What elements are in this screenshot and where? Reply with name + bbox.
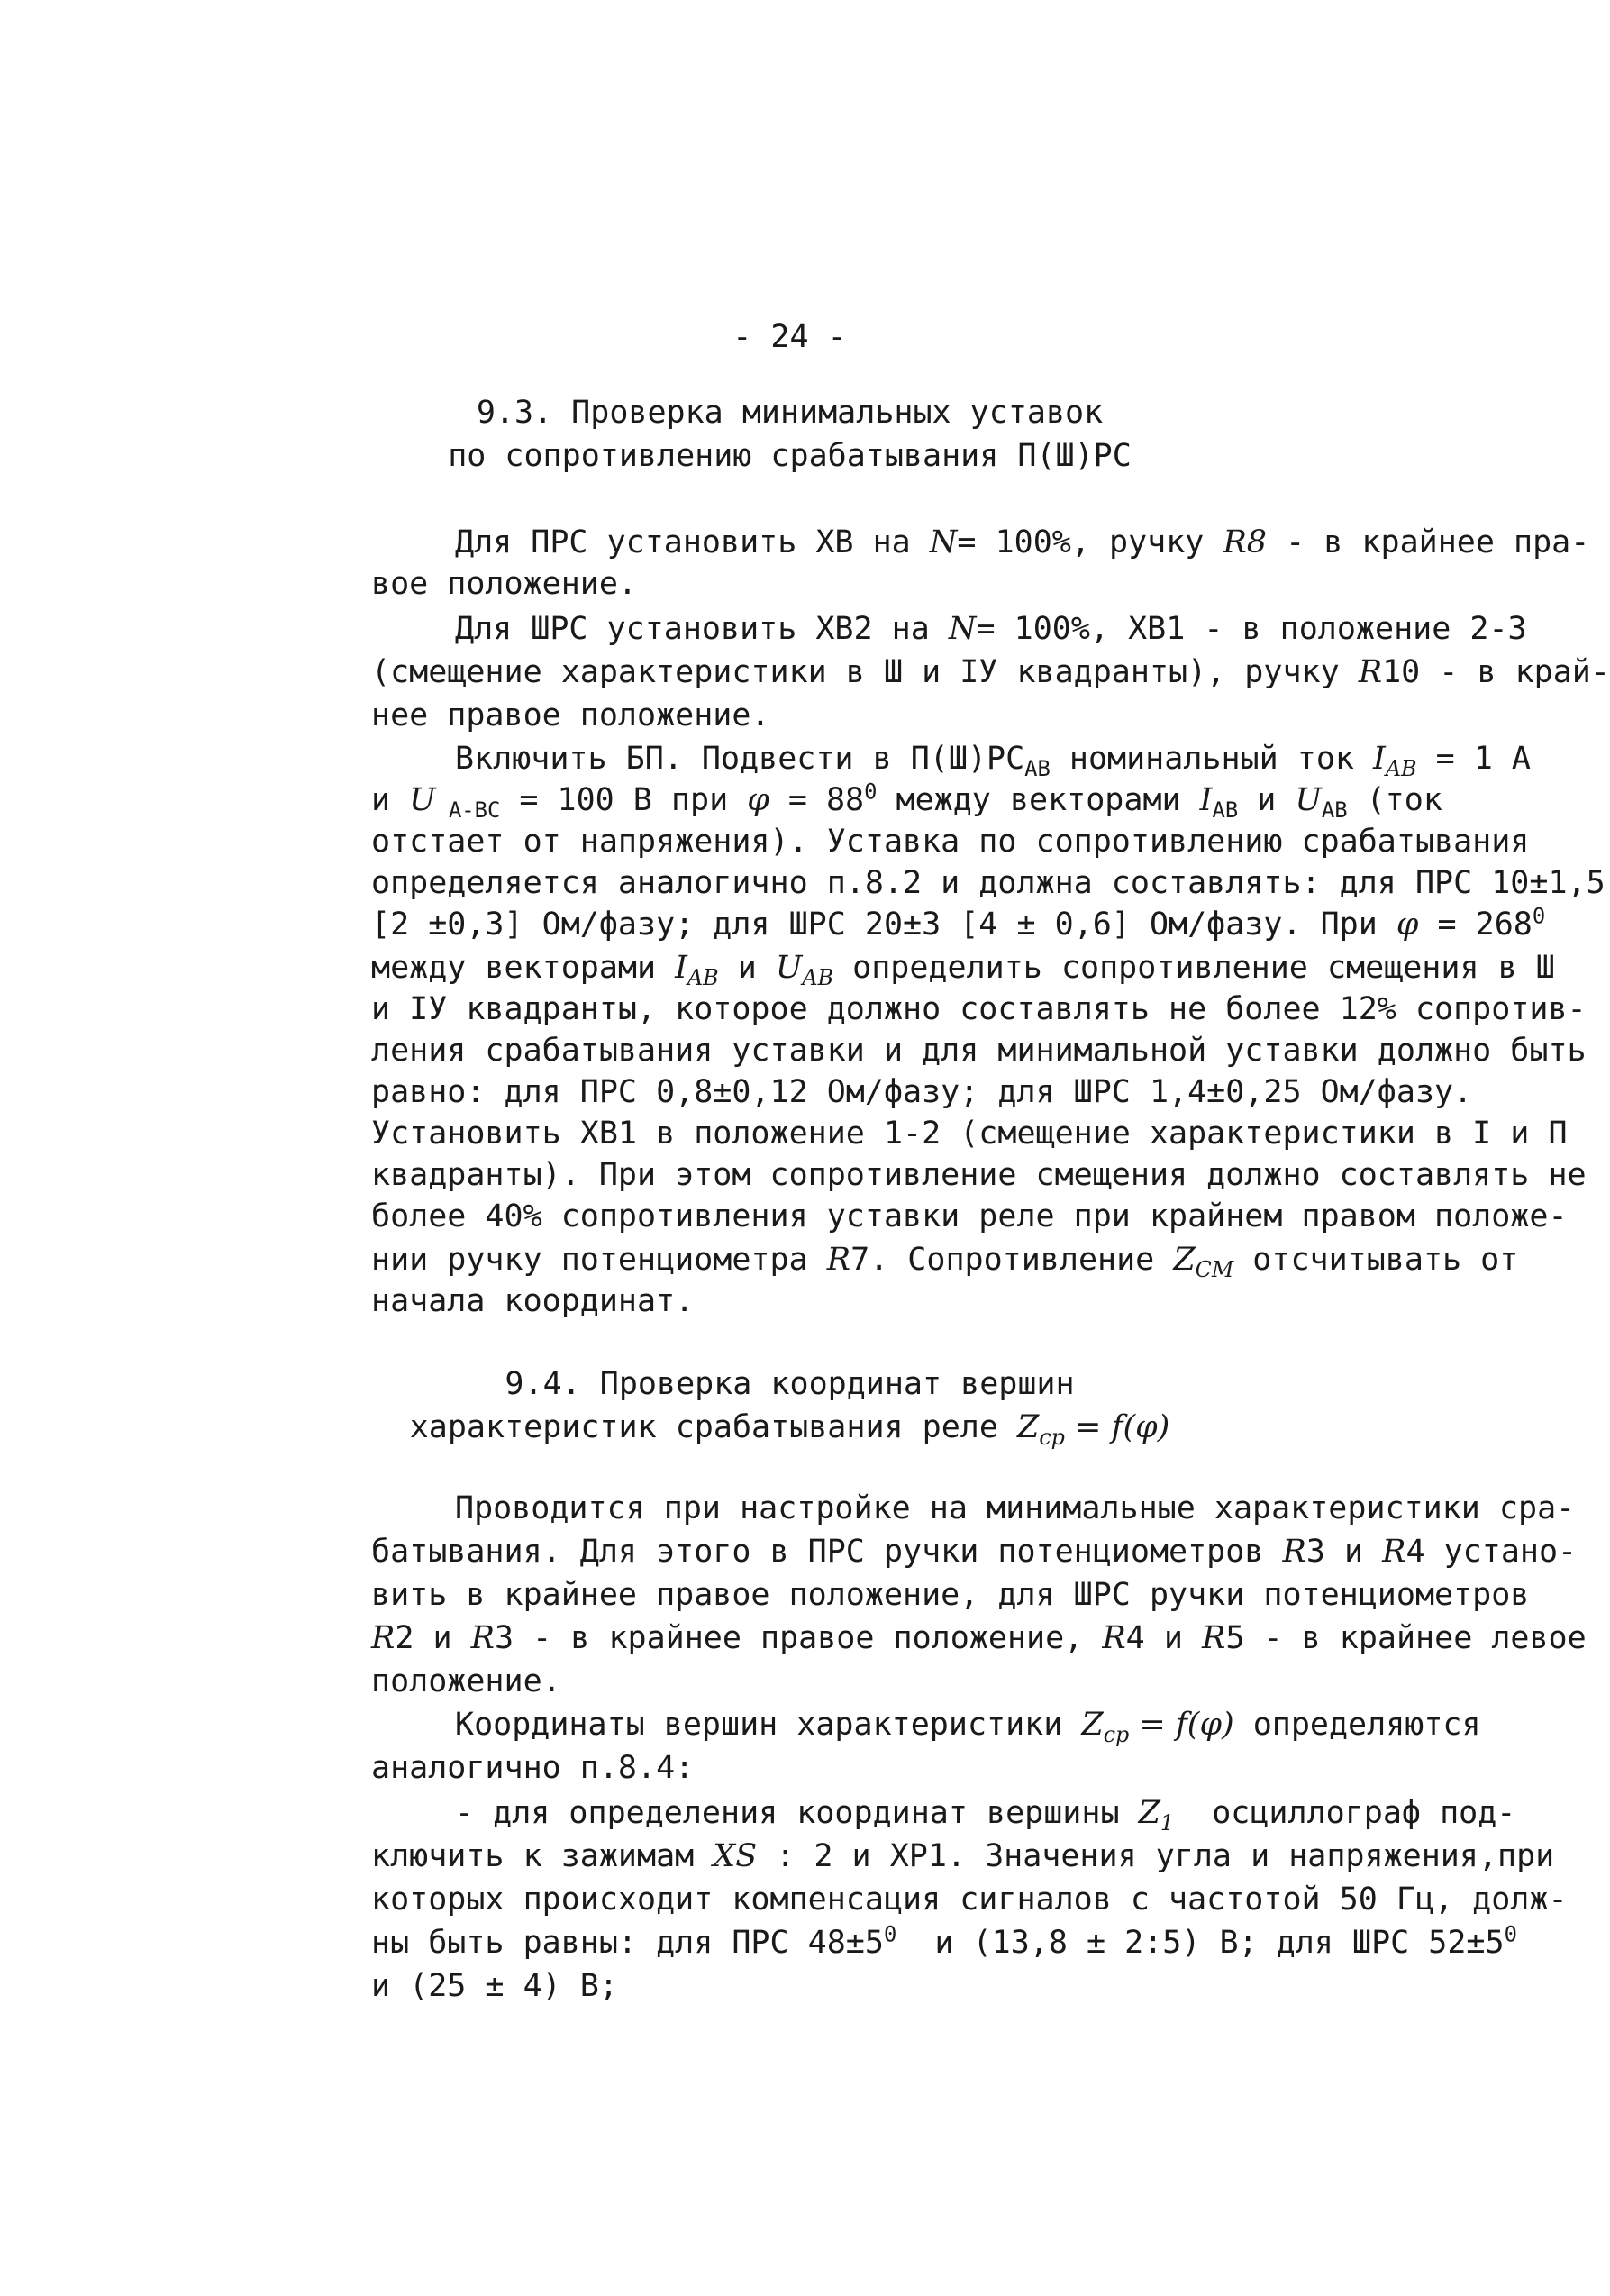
- paragraph-line: - для определения координат вершины $Z_1$ осциллограф под-: [455, 1795, 1516, 1836]
- page-number: - 24 -: [732, 319, 847, 355]
- paragraph-line: (смещение характеристики в Ш и IУ квадранты), ручку R10 - в край-: [371, 654, 1610, 690]
- paragraph-line: ключить к зажимам XS : 2 и ХР1. Значения угла и напряжения,при: [371, 1838, 1555, 1874]
- paragraph-line: вить в крайнее правое положение, для ШРС ручки потенциометров: [371, 1577, 1530, 1613]
- paragraph-line: начала координат.: [371, 1283, 695, 1319]
- paragraph-line: батывания. Для этого в ПРС ручки потенциометров R3 и R4 устано-: [371, 1534, 1578, 1570]
- paragraph-line: Координаты вершин характеристики $Z_{ср} = f(\varphi)$ определяются: [455, 1707, 1481, 1747]
- paragraph-line: положение.: [371, 1663, 561, 1699]
- paragraph-line: Включить БП. Подвести в $П(Ш)РС_{АВ}$ номинальный ток $I_{AB} = 1$ A: [455, 741, 1531, 781]
- paragraph-line: равно: для ПРС 0,8±0,12 Ом/фазу; для ШРС 1,4±0,25 Ом/фазу.: [371, 1074, 1473, 1110]
- section-heading-9-4-line1: 9.4. Проверка координат вершин: [505, 1366, 1075, 1402]
- paragraph-line: и (25 ± 4) В;: [371, 1968, 618, 2004]
- section-heading-9-3-line1: 9.3. Проверка минимальных уставок: [476, 395, 1104, 431]
- paragraph-line: ления срабатывания уставки и для минимальной уставки должно быть: [371, 1033, 1587, 1069]
- section-heading-9-4-line2: характеристик срабатывания реле $Z_{ср} = f(\varphi)$: [409, 1409, 1170, 1450]
- paragraph-line: аналогично п.8.4:: [371, 1750, 695, 1786]
- paragraph-line: квадранты). При этом сопротивление смещения должно составлять не: [371, 1157, 1587, 1193]
- paragraph-line: нее правое положение.: [371, 697, 770, 733]
- paragraph-line: Для ШРС установить ХВ2 на N= 100%, ХВ1 - в положение 2-3: [455, 611, 1527, 647]
- section-heading-9-3-line2: по сопротивлению срабатывания П(Ш)РС: [448, 438, 1132, 474]
- paragraph-line: [2 ±0,3] Ом/фазу; для ШРС 20±3 [4 ± 0,6] Ом/фазу. При $\varphi = 268^0$: [371, 903, 1546, 943]
- paragraph-line: Для ПРС установить ХВ на N= 100%, ручку R8 - в крайнее пра-: [455, 524, 1590, 560]
- paragraph-line: и U $_{A-ВС}$ = 100 В при $\varphi = 88^0$ между векторами $I_{АВ}$ и $U_{АВ}$ (ток: [371, 779, 1442, 823]
- paragraph-line: и IУ квадранты, которое должно составлять не более 12% сопротив-: [371, 991, 1587, 1027]
- paragraph-line: вое положение.: [371, 566, 638, 602]
- paragraph-line: ны быть равны: для ПРС $48\pm 5^0$ и (13,8 ± 2:5) В; для ШРС $52\pm 5^0$: [371, 1921, 1517, 1961]
- paragraph-line: Установить ХВ1 в положение 1-2 (смещение характеристики в I и П: [371, 1116, 1568, 1152]
- paragraph-line: определяется аналогично п.8.2 и должна составлять: для ПРС 10±1,5: [371, 865, 1605, 901]
- paragraph-line: нии ручку потенциометра R7. Сопротивление $Z_{CM}$ отсчитывать от: [371, 1242, 1519, 1282]
- paragraph-line: Проводится при настройке на минимальные характеристики сра-: [455, 1490, 1576, 1526]
- paragraph-line: R2 и R3 - в крайнее правое положение, R4 и R5 - в крайнее левое: [371, 1620, 1587, 1656]
- paragraph-line: между векторами $I_{AB}$ и $U_{AB}$ определить сопротивление смещения в Ш: [371, 950, 1555, 990]
- paragraph-line: отстает от напряжения). Уставка по сопротивлению срабатывания: [371, 824, 1530, 860]
- paragraph-line: которых происходит компенсация сигналов с частотой 50 Гц, долж-: [371, 1881, 1568, 1918]
- paragraph-line: более 40% сопротивления уставки реле при крайнем правом положе-: [371, 1198, 1568, 1235]
